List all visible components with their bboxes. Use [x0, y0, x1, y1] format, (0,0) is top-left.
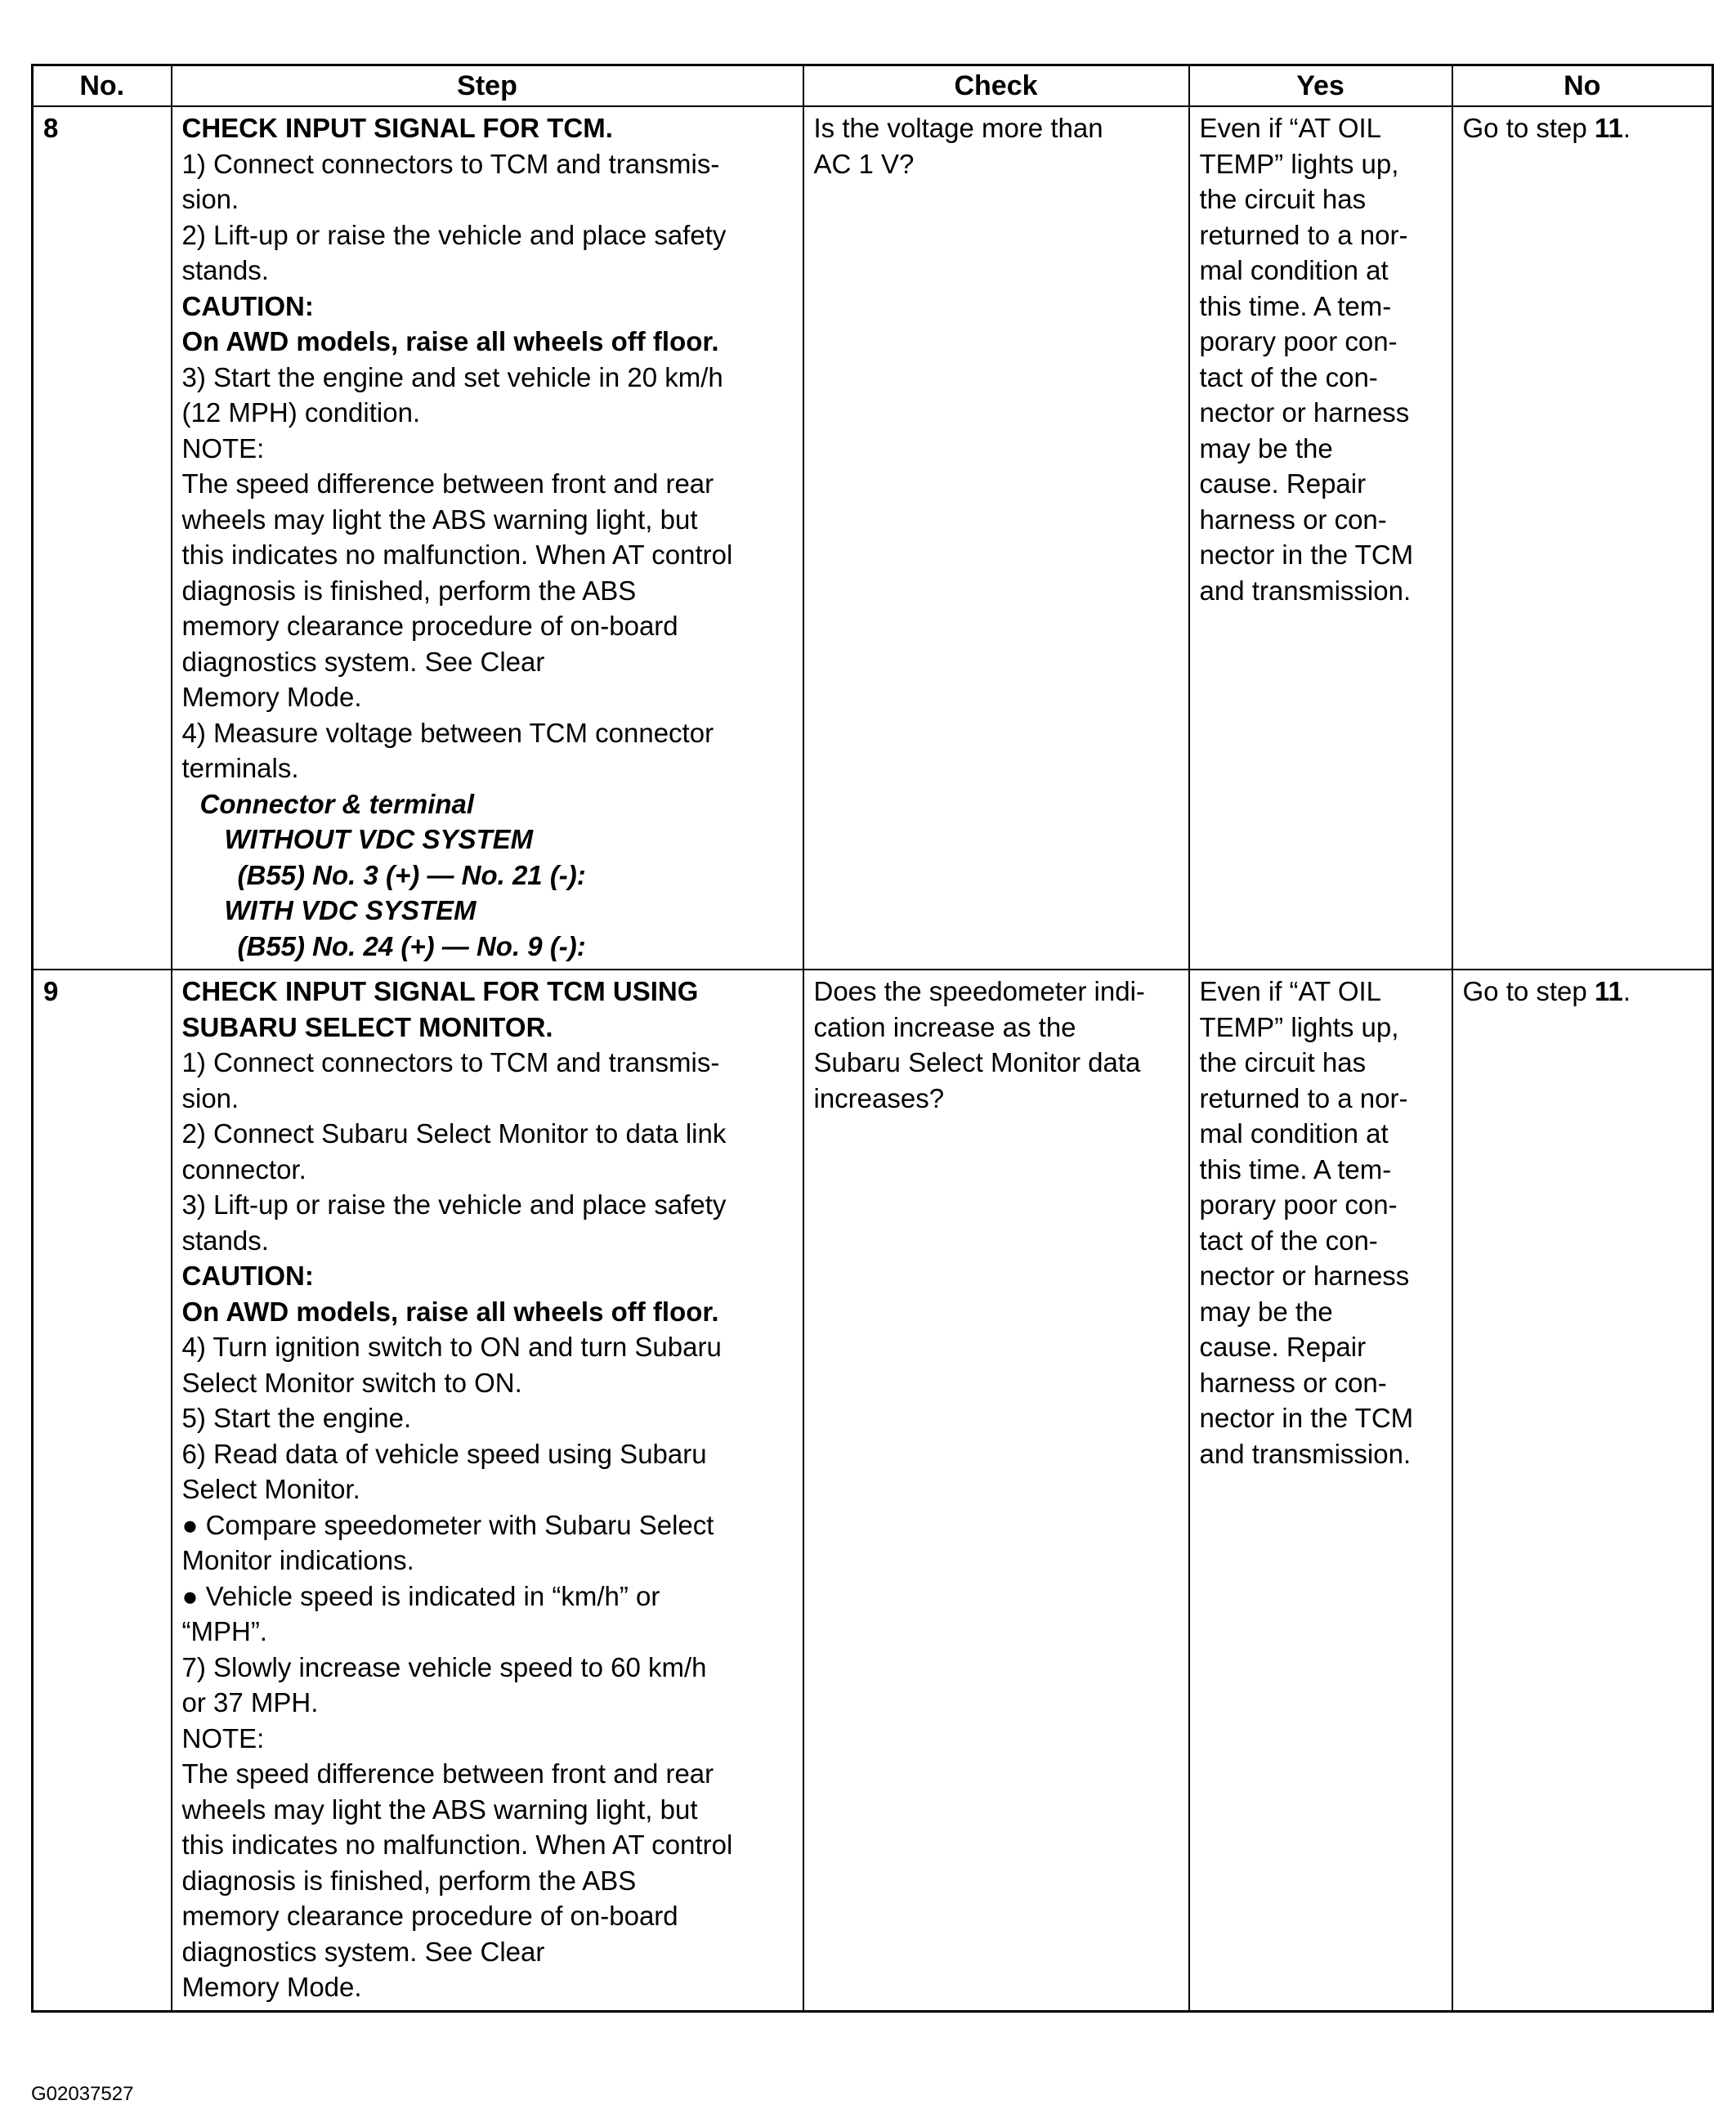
row-9-step-line: memory clearance procedure of on-board	[181, 1901, 678, 1931]
row-9-check-line: cation increase as the	[813, 1011, 1076, 1042]
row-9-step-line: 6) Read data of vehicle speed using Subaru	[181, 1438, 707, 1469]
row-9-step-line: 4) Turn ignition switch to ON and turn Subaru	[181, 1332, 722, 1362]
row-9-yes-line: porary poor con-	[1199, 1189, 1398, 1220]
row-8-step-line: memory clearance procedure of on-board	[181, 611, 678, 641]
row-9-yes-line: tact of the con-	[1199, 1225, 1378, 1256]
row-8-step-line: 3) Start the engine and set vehicle in 20 km/h	[181, 361, 723, 392]
row-8-yes-line: nector or harness	[1199, 397, 1410, 428]
row-9-yes-line: Even if “AT OIL	[1199, 976, 1382, 1006]
row-9-check-line: increases?	[813, 1082, 945, 1113]
row-9-step-line: Memory Mode.	[181, 1972, 362, 2002]
row-8-yes-line: returned to a nor-	[1199, 219, 1408, 250]
row-9-number: 9	[33, 970, 172, 2011]
row-8-with-vdc: WITH VDC SYSTEM	[224, 895, 477, 925]
row-9-goto-step: 11	[1594, 976, 1623, 1006]
row-8-connector-label: Connector & terminal	[199, 788, 475, 819]
row-9-no-result	[1452, 970, 1713, 2011]
row-9-yes-line: the circuit has	[1199, 1047, 1367, 1077]
row-8-without-vdc: WITHOUT VDC SYSTEM	[224, 824, 534, 854]
row-9-yes-line: nector or harness	[1199, 1261, 1410, 1291]
row-9-step-line: “MPH”.	[181, 1616, 267, 1646]
row-8-step-line: 4) Measure voltage between TCM connector	[181, 717, 714, 748]
row-9-yes-line: returned to a nor-	[1199, 1082, 1408, 1113]
row-9-step-line: The speed difference between front and rear	[181, 1758, 714, 1789]
header-check: Check	[803, 65, 1189, 107]
row-8-caution-text: On AWD models, raise all wheels off floor.	[181, 326, 719, 356]
row-8-without-vdc-terminal: (B55) No. 3 (+) — No. 21 (-):	[237, 859, 586, 890]
row-9-check-line: Does the speedometer indi-	[813, 976, 1145, 1006]
row-8-yes-line: cause. Repair	[1199, 468, 1367, 499]
row-8-yes-line: Even if “AT OIL	[1199, 113, 1382, 143]
row-8-step-line: terminals.	[181, 753, 299, 783]
table-header-row	[33, 65, 1713, 107]
row-9-step-line: stands.	[181, 1225, 269, 1256]
row-9-yes	[1189, 970, 1452, 2011]
row-8-goto-step: 11	[1594, 113, 1623, 143]
table-row-step-8	[33, 106, 1713, 970]
row-8-step-line: The speed difference between front and rear	[181, 468, 714, 499]
row-8-goto-prefix: Go to step	[1462, 113, 1595, 143]
row-9-step-line: 3) Lift-up or raise the vehicle and place safety	[181, 1189, 727, 1220]
row-9-step-title: CHECK INPUT SIGNAL FOR TCM USING	[181, 976, 699, 1006]
row-9-step-line: Select Monitor.	[181, 1474, 360, 1504]
row-9-step-line: diagnosis is finished, perform the ABS	[181, 1865, 637, 1896]
row-9-goto-suffix: .	[1622, 976, 1631, 1006]
row-9-check-line: Subaru Select Monitor data	[813, 1047, 1141, 1077]
row-8-step-line: (12 MPH) condition.	[181, 397, 421, 428]
row-8-step	[172, 106, 803, 970]
row-8-note-label: NOTE:	[181, 432, 265, 464]
row-8-step-title: CHECK INPUT SIGNAL FOR TCM.	[181, 113, 613, 143]
row-8-step-line: 1) Connect connectors to TCM and transmis-	[181, 148, 720, 179]
row-9-step-line: Select Monitor switch to ON.	[181, 1367, 522, 1398]
row-9-caution-text: On AWD models, raise all wheels off floor.	[181, 1296, 719, 1327]
row-9-yes-line: and transmission.	[1199, 1438, 1412, 1469]
row-8-step-line: diagnosis is finished, perform the ABS	[181, 575, 637, 606]
row-8-yes-line: this time. A tem-	[1199, 290, 1392, 321]
row-9-step-line: or 37 MPH.	[181, 1687, 319, 1718]
row-9-step	[172, 970, 803, 2011]
row-9-yes-line: this time. A tem-	[1199, 1153, 1392, 1185]
row-8-yes-line: tact of the con-	[1199, 361, 1378, 392]
header-no-result: No	[1452, 65, 1713, 107]
row-8-yes-line: mal condition at	[1199, 255, 1389, 285]
row-9-step-line: this indicates no malfunction. When AT control	[181, 1830, 733, 1860]
row-8-check-line: AC 1 V?	[813, 148, 915, 179]
row-8-check-line: Is the voltage more than	[813, 113, 1103, 143]
row-8-yes-line: harness or con-	[1199, 504, 1387, 535]
row-9-step-title: SUBARU SELECT MONITOR.	[181, 1011, 553, 1042]
row-8-step-line: wheels may light the ABS warning light, but	[181, 504, 698, 535]
row-9-step-line: diagnostics system. See Clear	[181, 1936, 545, 1967]
row-8-step-line: this indicates no malfunction. When AT control	[181, 540, 733, 570]
row-9-step-line: 1) Connect connectors to TCM and transmis-	[181, 1047, 720, 1077]
row-9-yes-line: TEMP” lights up,	[1199, 1011, 1399, 1042]
row-9-yes-line: may be the	[1199, 1296, 1333, 1327]
row-8-yes-line: may be the	[1199, 432, 1333, 464]
row-9-goto-prefix: Go to step	[1462, 976, 1595, 1006]
row-9-step-line: 2) Connect Subaru Select Monitor to data link	[181, 1118, 727, 1149]
row-9-step-line: wheels may light the ABS warning light, but	[181, 1794, 698, 1825]
row-8-with-vdc-terminal: (B55) No. 24 (+) — No. 9 (-):	[237, 930, 586, 961]
row-8-step-line: 2) Lift-up or raise the vehicle and place safety	[181, 219, 727, 250]
row-9-check	[803, 970, 1189, 2011]
row-9-yes-line: cause. Repair	[1199, 1332, 1367, 1362]
row-9-step-line: sion.	[181, 1082, 239, 1113]
row-8-yes-line: porary poor con-	[1199, 326, 1398, 356]
row-9-step-line: 7) Slowly increase vehicle speed to 60 km/h	[181, 1651, 707, 1682]
document-page	[31, 64, 1711, 2013]
row-9-bullet-line: ● Vehicle speed is indicated in “km/h” or	[181, 1580, 660, 1611]
row-9-yes-line: mal condition at	[1199, 1118, 1389, 1149]
row-8-number: 8	[33, 106, 172, 970]
row-9-step-line: Monitor indications.	[181, 1545, 414, 1575]
row-9-bullet-line: ● Compare speedometer with Subaru Select	[181, 1509, 714, 1540]
row-8-yes-line: nector in the TCM	[1199, 540, 1414, 570]
row-8-yes-line: TEMP” lights up,	[1199, 148, 1399, 179]
row-9-note-label: NOTE:	[181, 1722, 265, 1753]
row-9-step-line: connector.	[181, 1153, 306, 1185]
row-8-step-line: stands.	[181, 255, 269, 285]
figure-id: G02037527	[31, 2083, 134, 2105]
row-8-step-line: sion.	[181, 184, 239, 214]
row-8-check	[803, 106, 1189, 970]
row-8-yes-line: the circuit has	[1199, 184, 1367, 214]
row-9-yes-line: harness or con-	[1199, 1367, 1387, 1398]
header-no: No.	[33, 65, 172, 107]
diagnostic-table	[31, 64, 1714, 2013]
row-9-yes-line: nector in the TCM	[1199, 1403, 1414, 1433]
header-yes: Yes	[1189, 65, 1452, 107]
row-8-no-result	[1452, 106, 1713, 970]
row-8-step-line: Memory Mode.	[181, 682, 362, 712]
row-8-caution-label: CAUTION:	[181, 290, 314, 321]
row-9-step-line: 5) Start the engine.	[181, 1403, 412, 1433]
header-step: Step	[172, 65, 803, 107]
row-9-caution-label: CAUTION:	[181, 1261, 314, 1291]
row-8-step-line: diagnostics system. See Clear	[181, 646, 545, 677]
table-row-step-9	[33, 970, 1713, 2011]
row-8-yes-line: and transmission.	[1199, 575, 1412, 606]
row-8-yes	[1189, 106, 1452, 970]
row-8-goto-suffix: .	[1622, 113, 1631, 143]
